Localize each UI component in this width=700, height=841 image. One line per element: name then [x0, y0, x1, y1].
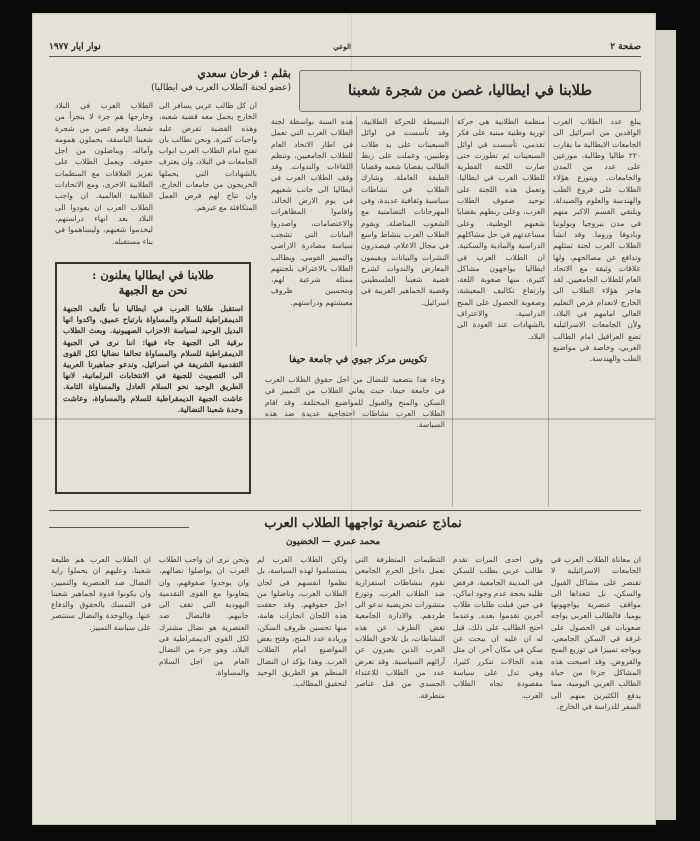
column-rule [548, 116, 549, 506]
article2-column-5: ونحن نرى ان واجب الطلاب العرب ان يواصلوا نضالهم، وان يوحدوا صفوفهم، وان يتعاونوا مع القوى التقدمية اليهودية التي تقف الى جانبهم. فالنضال ضد العنصرية هو نضال مشترك لكل القوى الديمقراطية في البلاد، وهو جزء من النضال العام من اجل السلام والمساواة. [159, 555, 249, 677]
article2-column-2: وفي احدى المرات تقدم طالب عربي بطلب للسكن في المدينة الجامعية، فرفض طلبه بحجة عدم وجود اماكن، في حين قبلت طلبات طلاب آخرين تقدموا بعده. وعندما احتج الطالب على ذلك، قيل له ان عليه ان يبحث عن سكن في مكان آخر. ان مثل هذه الحالات تتكرر كثيرا، وهي تدل على سياسة مقصودة تجاه الطلاب العرب. [453, 555, 543, 700]
byline-organization: (عضو لجنة الطلاب العرب في ايطاليا) [151, 83, 291, 93]
article1-column-1: يبلغ عدد الطلاب العرب الوافدين من اسرائيل الى الجامعات الايطالية ما يقارب ٢٢٠ طالبا وطالبة، موزعين على عدد من المدن والجامعات. ويتوزع هؤلاء الطلاب على فروع الطب والهندسة والعلوم والصيدلة، ويلتقي القسم الاكبر منهم في مدن بيروجيا وبولونيا وبادوفا وروما. وقد انشأ الطلاب العرب لجنة تمثلهم وتدافع عن مصالحهم، ولها علاقات وثيقة مع الاتحاد العام للطلاب الجامعيين. لقد هاجر هؤلاء الطلاب الى الخارج لانعدام فرص التعليم العالي امامهم في البلاد، ولأن الجامعات الاسرائيلية تضع العراقيل امام الطالب العربي، وخاصة في مواضيع الطب والهندسة. [553, 117, 641, 364]
byline-author: بقلم : فرحان سعدي [197, 67, 291, 80]
statement-title: طلابنا في ايطاليا يعلنون : [92, 268, 214, 282]
section-divider [49, 510, 641, 511]
main-headline: طلابنا في ايطاليا، غصن من شجرة شعبنا [299, 70, 641, 112]
statement-box [55, 262, 251, 494]
newspaper-page [33, 14, 655, 824]
article2-byline: محمد عمري — الخضيون [285, 537, 381, 547]
article-byline [51, 66, 291, 96]
headline-rule [49, 527, 189, 528]
article1-column-2: منظمة الطلابية هي حركة ثورية وطنية مبنية على فكر تقدمي، تأسست في اوائل السبعينات ثم تطورت حتى صارت اللجنة القطرية للطلاب العرب في ايطاليا. وتعمل هذه اللجنة على توحيد صفوف الطلاب العرب، وعلى ربطهم بقضايا شعبهم الوطنية، وعلى مساعدتهم في حل مشاكلهم الدراسية والمادية والسكنية. ان الطلاب العرب في ايطاليا يواجهون مشاكل كثيرة، منها صعوبة اللغة، وارتفاع تكاليف المعيشة، وصعوبة الحصول على المنح الدراسية، والاعتراف بالشهادات عند العودة الى البلاد. [457, 117, 545, 341]
article2-column-3: التنظيمات المتطرفة التي تعمل داخل الحرم الجامعي تقوم بنشاطات استفزازية ضد الطلاب العرب، وتوزع منشورات تحريضية تدعو الى طردهم. والادارة الجامعية تغض الطرف عن هذه النشاطات، بل تلاحق الطلاب العرب الذين يعبرون عن آرائهم السياسية. وقد تعرض عدد من الطلاب للاعتداء الجسدي من قبل عناصر متطرفة. [355, 555, 445, 700]
statement-subtitle: نحن مع الجبهة [118, 283, 188, 297]
publication-name: الوعي [333, 42, 351, 51]
article1-column-5: الطلاب العرب في البلاد وخارجها هم جزء لا يتجزأ من شعبنا، وهم غصن من شجرة شعبنا الباسقة، يحملون همومه وآماله، ويناضلون من اجل حقوقه. ويعمل الطلاب على تعزيز العلاقات مع المنظمات الطلابية الاخرى، ومع الاتحادات الطلابية العالمية. ان واجب الطلاب العرب ان يعودوا الى البلاد بعد انهاء دراستهم، ليخدموا شعبهم، وليساهموا في بناء مستقبله. [55, 101, 153, 246]
column-rule [356, 116, 357, 346]
article1-column-6: ان كل طالب عربي يسافر الى الخارج يحمل معه قضية شعبه، وهذه القضية تفرض عليه واجبات كثيرة. ونحن نطالب بان تفتح امام الطلاب العرب ابواب الجامعات في البلاد، وان يعترف بالشهادات التي يحملها الخريجون من جامعات الخارج، وان تتاح لهم فرص العمل المتكافئة مع غيرهم. [159, 101, 257, 212]
article2-headline: نماذج عنصرية تواجهها الطلاب العرب [264, 516, 462, 531]
side-article-body: وجاء هذا بتصعيد للنضال من اجل حقوق الطلاب العرب في جامعة حيفا، حيث يعاني الطلاب من التمييز في السكن والمنح والقبول للمواضيع المختلفة. وقد اقام الطلاب العرب نشاطات احتجاجية عديدة ضد هذه السياسة. [265, 375, 445, 430]
article1-column-4: هذه السنة بواسطة لجنة الطلاب العرب التي تعمل في اطار الاتحاد العام للطلاب الجامعيين، وتنظم اللقاءات والندوات. وقد وقف الطلاب العرب في ايطاليا الى جانب شعبهم في يوم الارض الخالد، واقاموا المظاهرات والاعتصامات، واصدروا البيانات التي تشجب سياسة مصادرة الاراضي والتمييز القومي. ويطالب الطلاب بالاعتراف بلجنتهم ممثلة شرعية لهم، وبتحسين ظروف معيشتهم ودراستهم. [271, 117, 353, 307]
side-article-headline: تكويس مركز جيوي في جامعة حيفا [289, 354, 427, 365]
article1-column-3: البسيطة للحركة الطلابية، وقد تأسست في اوائل السبعينات على يد طلاب وطنيين، وعملت على ربط الطالب بقضايا شعبه وقضايا الطبقة العاملة. وشارك الطلاب في نشاطات سياسية وثقافية عديدة، وفي المهرجانات التضامنية مع الشعوب المناضلة. ويقوم الطلاب العرب بنشاط واسع في مجال الاعلام، فيصدرون النشرات والبيانات ويقيمون المعارض والندوات لشرح قضية شعبنا الفلسطيني وقضية الجماهير العربية في اسرائيل. [361, 117, 449, 307]
statement-body: استقبل طلابنا العرب في ايطاليا نبأ تأليف الجبهة الديمقراطية للسلام والمساواة بارتياح عميق، واكدوا انها البديل الوحيد لسياسة الاحزاب الصهيونية. وبعث الطلاب برقية الى الجبهة جاء فيها: اننا نرى في الجبهة الديمقراطية للسلام والمساواة تحالفا نضاليا لكل القوى التقدمية الشريفة في اسرائيل، وندعو جماهيرنا العربية الى التصويت للجبهة في الانتخابات البرلمانية، لانها الطريق الوحيد نحو السلام العادل والمساواة التامة. عاشت الجبهة الديمقراطية للسلام والمساواة، وعاشت وحدة شعبنا النضالية. [63, 304, 243, 414]
page-header [49, 42, 641, 57]
issue-date: نوار ايار ١٩٧٧ [49, 42, 101, 52]
page-number: صفحة ٢ [610, 42, 641, 52]
column-rule [452, 116, 453, 506]
article2-column-6: ان الطلاب العرب هم طليعة شعبنا، وعليهم ان يحملوا راية النضال ضد العنصرية والتمييز، وان يكونوا قدوة لجماهير شعبنا في التمسك بالحقوق والدفاع عنها. وبالوحدة والنضال سننتصر على سياسة التمييز. [51, 555, 151, 632]
article2-column-1: ان معاناة الطلاب العرب في الجامعات الاسرائيلية لا تقتصر على مشاكل القبول والسكن، بل تتعداها الى مواقف عنصرية يواجهونها يوميا. فالطالب العربي يواجه صعوبات في الحصول على غرفة في السكن الجامعي، ويواجه تمييزا في توزيع المنح والقروض. وقد اصبحت هذه المشاكل جزءا من حياة الطالب العربي اليومية، مما يدفع الكثيرين منهم الى السفر للدراسة في الخارج. [551, 555, 641, 711]
article2-column-4: ولكن الطلاب العرب لم يستسلموا لهذه السياسة، بل نظموا انفسهم في لجان الطلاب العرب، وناضلوا من اجل حقوقهم. وقد حققت هذه اللجان انجازات هامة، منها تحسين ظروف السكن، وزيادة عدد المنح، وفتح بعض المواضيع امام الطلاب العرب. وهذا يؤكد ان النضال المنظم هو الطريق الوحيد لتحقيق المطالب. [257, 555, 347, 689]
